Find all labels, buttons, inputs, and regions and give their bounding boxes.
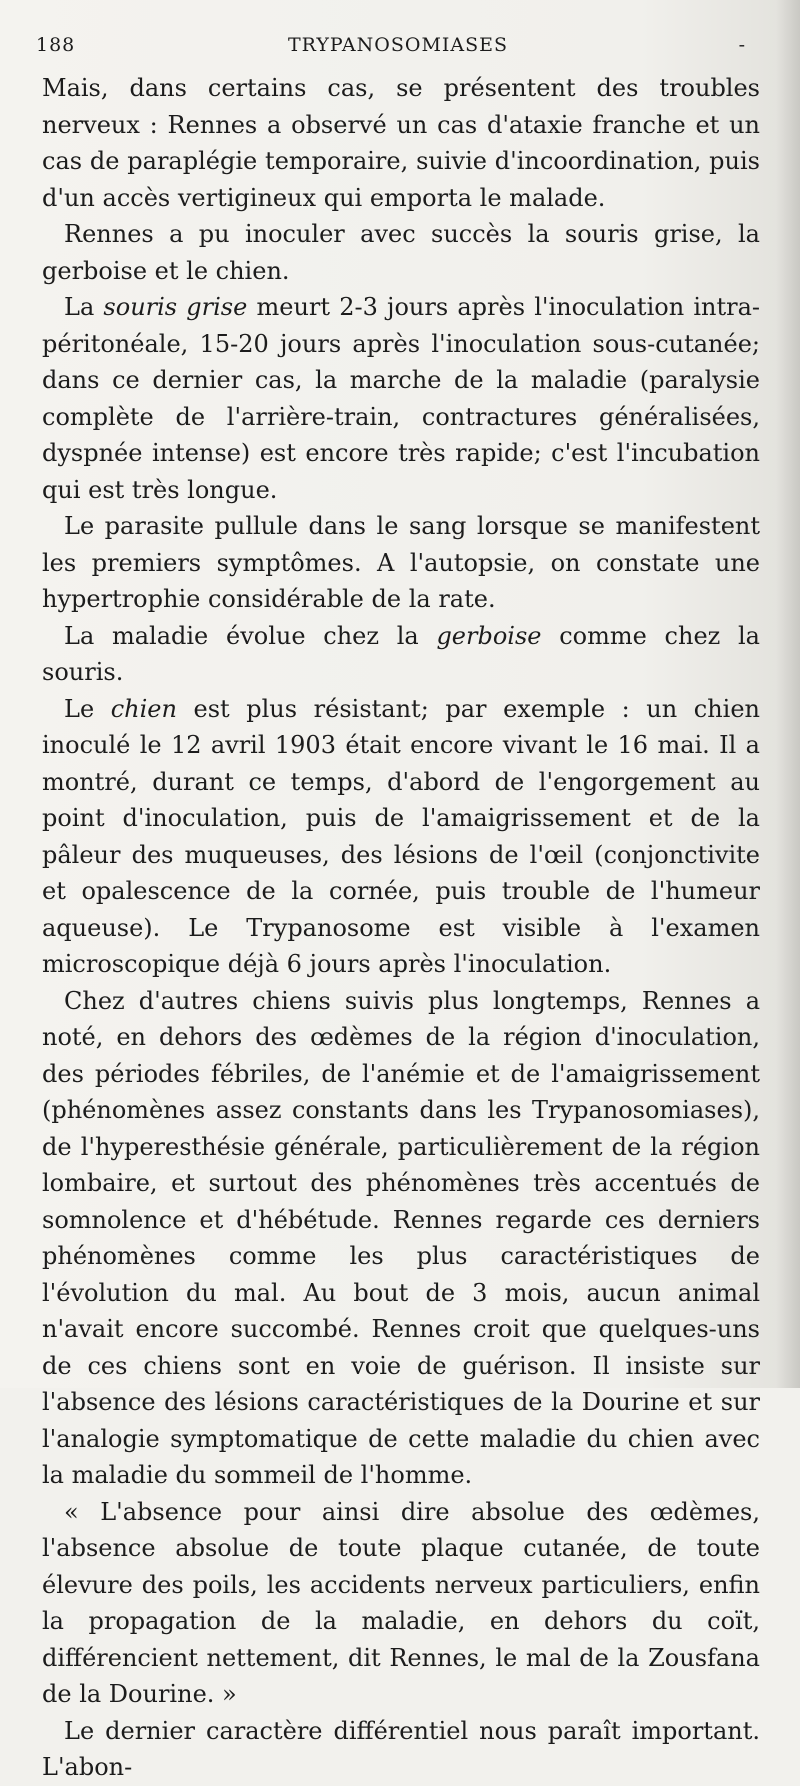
paragraph: Chez d'autres chiens suivis plus longtemps, Rennes a noté, en dehors des œdèmes de la région d'inoculation, des périodes fébriles, de l'anémie et de l'amaigrissement (phénomènes assez constants dans les Trypanosomiases), de l'hyperesthésie générale, particulièrement de la région lombaire, et surtout des phénomènes très accentués de somnolence et d'hébétude. Rennes regarde ces derniers phénomènes comme les plus caractéristiques de l'évolution du mal. Au bout de 3 mois, aucun animal n'avait encore succombé. Rennes croit que quelques-uns de ces chiens sont en voie de guérison. Il insiste sur l'absence des lésions caractéristiques de la Dourine et sur l'analogie symptomatique de cette maladie du chien avec la maladie du sommeil de l'homme. [42, 986, 760, 1489]
paragraph [42, 289, 760, 508]
paragraph-text: La maladie évolue chez la [64, 621, 437, 650]
paragraph: Mais, dans certains cas, se présentent des troubles nerveux : Rennes a observé un cas d'ataxie franche et un cas de paraplégie temporaire, suivie d'incoordination, puis d'un accès vertigineux qui emporta le malade. [42, 74, 760, 212]
paragraph-text: La [64, 293, 104, 321]
italic-term: gerboise [436, 621, 542, 650]
paragraph: Le parasite pullule dans le sang lorsque se manifestent les premiers symptômes. A l'autopsie, on constate une hypertrophie considérable de la rate. [42, 512, 760, 613]
paragraph-text: meurt 2-3 jours après l'inoculation intra-péritonéale, 15-20 jours après l'inoculation sous-cutanée; dans ce dernier cas, la marche de la maladie (paralysie complète de l'arrière-train, contractures généralisées, dyspnée intense) est encore très rapide; c'est l'incubation qui est très longue. [42, 293, 760, 504]
paragraph-text: comme chez la souris. [42, 621, 760, 686]
paragraph-text: est plus résistant; par exemple : un chien inoculé le 12 avril 1903 était encore vivant le 16 mai. Il a montré, durant ce temps, d'abord de l'engorgement au point d'inoculation, puis de l'amaigrissement et de la pâleur des muqueuses, des lésions de l'œil (conjonctivite et opalescence de la cornée, puis trouble de l'humeur aqueuse). Le Trypanosome est visible à l'examen microscopique déjà 6 jours après l'inoculation. [42, 694, 760, 978]
header-mark: - [738, 34, 746, 56]
paragraph-text: Le [64, 694, 111, 723]
paragraph: « L'absence pour ainsi dire absolue des œdèmes, l'absence absolue de toute plaque cutanée, de toute élevure des poils, les accidents nerveux particuliers, enfin la propagation de la maladie, en dehors du coït, différencient nettement, dit Rennes, le mal de la Zousfana de la Dourine. » [42, 1497, 760, 1708]
page-number: 188 [36, 34, 76, 56]
italic-term: chien [110, 694, 177, 723]
body-text [42, 70, 760, 1786]
running-head [36, 34, 760, 64]
italic-term: souris grise [103, 293, 248, 321]
paragraph: Rennes a pu inoculer avec succès la souris grise, la gerboise et le chien. [42, 220, 760, 285]
paragraph [42, 691, 760, 983]
paragraph: Le dernier caractère différentiel nous paraît important. L'abon- [42, 1716, 760, 1781]
paragraph [42, 618, 760, 691]
running-title: TRYPANOSOMIASES [287, 34, 509, 56]
